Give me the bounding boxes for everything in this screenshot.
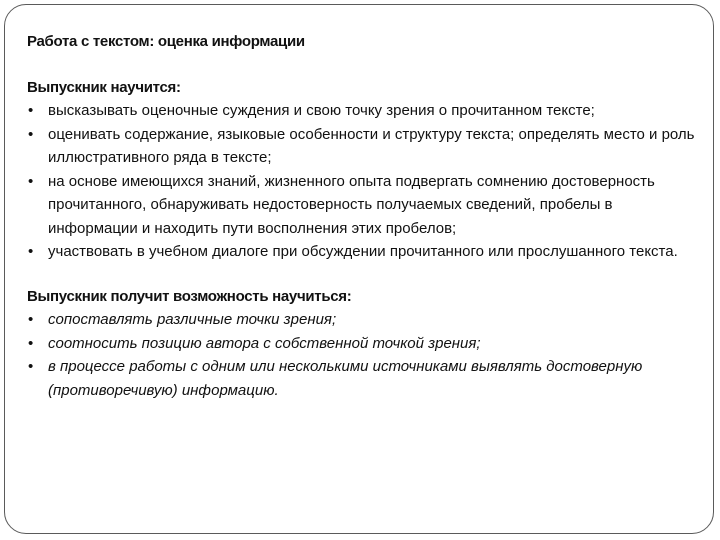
list-item bbox=[27, 170, 697, 241]
section-opportunity-list bbox=[27, 308, 697, 402]
bullet-icon: • bbox=[28, 172, 34, 190]
list-item bbox=[27, 123, 697, 170]
bullet-icon: • bbox=[28, 358, 34, 375]
section-learn bbox=[27, 76, 697, 264]
list-item-text: в процессе работы с одним или несколькими источниками выявлять достоверную (противоречивую) информацию. bbox=[48, 358, 643, 399]
list-item bbox=[27, 355, 697, 402]
list-item bbox=[27, 332, 697, 356]
bullet-icon: • bbox=[28, 125, 34, 143]
section-opportunity bbox=[27, 285, 697, 403]
section-opportunity-heading: Выпускник получит возможность научиться: bbox=[27, 287, 352, 305]
slide-title: Работа с текстом: оценка информации bbox=[27, 33, 305, 50]
section-learn-heading: Выпускник научится: bbox=[27, 78, 181, 96]
bullet-icon: • bbox=[28, 334, 34, 352]
list-item bbox=[27, 308, 697, 332]
list-item-text: участвовать в учебном диалоге при обсуждении прочитанного или прослушанного текста. bbox=[48, 243, 678, 260]
bullet-icon: • bbox=[28, 311, 34, 328]
slide-content bbox=[27, 30, 697, 402]
section-learn-list bbox=[27, 99, 697, 264]
list-item-text: оценивать содержание, языковые особенности и структуру текста; определять место и роль иллюстративного ряда в тексте; bbox=[48, 125, 695, 166]
list-item-text: соотносить позицию автора с собственной точкой зрения; bbox=[48, 334, 481, 352]
list-item bbox=[27, 99, 697, 123]
list-item-text: высказывать оценочные суждения и свою точку зрения о прочитанном тексте; bbox=[48, 102, 595, 119]
list-item-text: сопоставлять различные точки зрения; bbox=[48, 311, 337, 328]
list-item bbox=[27, 240, 697, 264]
bullet-icon: • bbox=[28, 243, 34, 260]
list-item-text: на основе имеющихся знаний, жизненного опыта подвергать сомнению достоверность прочитанного, обнаруживать недостоверность получаемых сведений, пробелы в информации и находить пути восполнения этих пробелов; bbox=[48, 172, 655, 237]
bullet-icon: • bbox=[28, 102, 34, 119]
